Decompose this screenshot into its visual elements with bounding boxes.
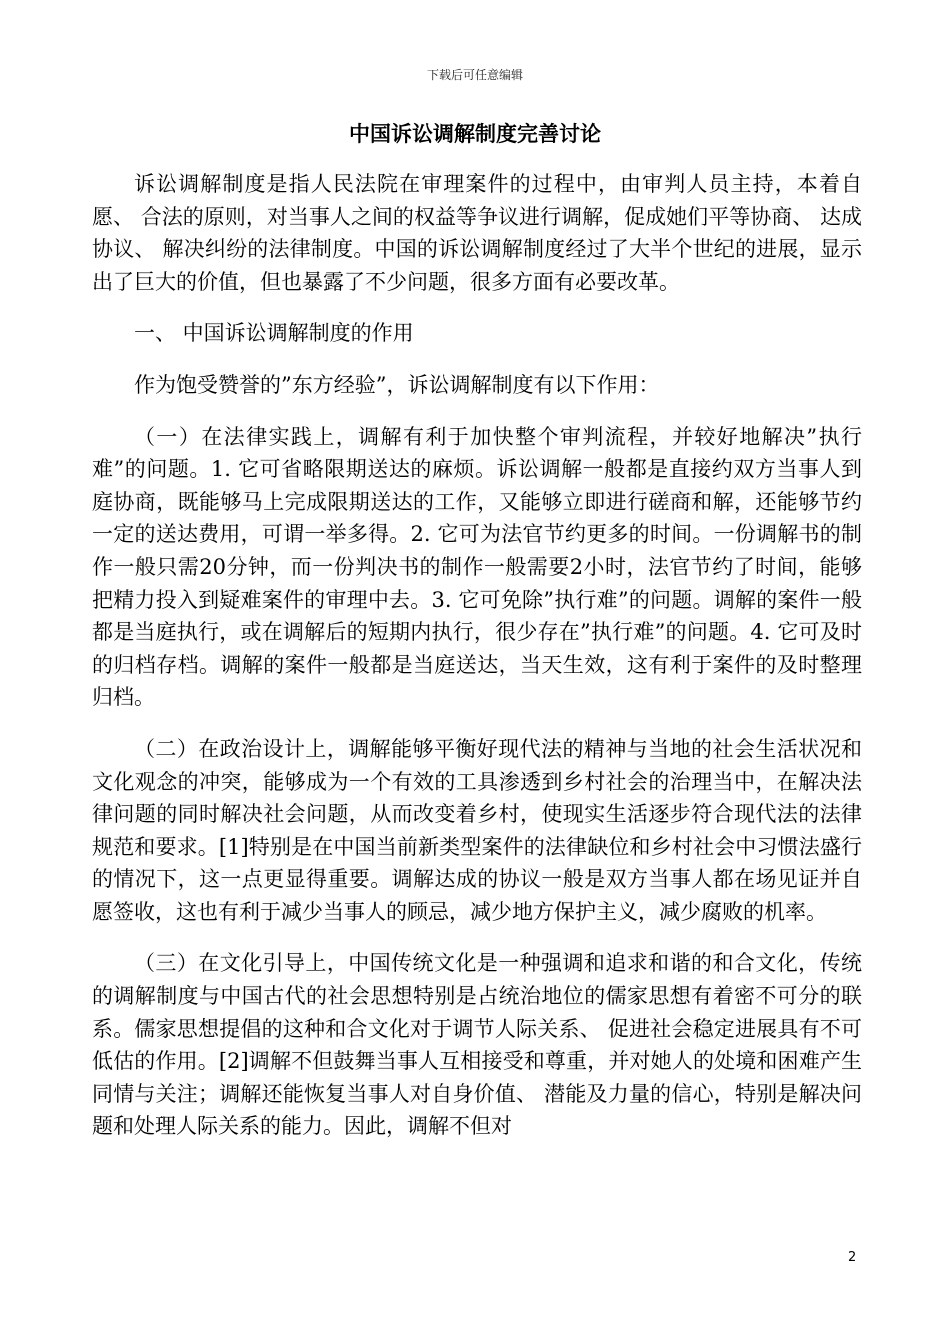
paragraph-cultural-guidance: （三）在文化引导上，中国传统文化是一种强调和追求和谐的和合文化，传统的调解制度与中国古代的社会思想特别是占统治地位的儒家思想有着密不可分的联系。儒家思想提倡的这种和合文化对于调节人际关系、 促进社会稳定进展具有不可低估的作用。[2]调解不但鼓舞当事人互相接受和尊重，并对她人的处境和困难产生同情与关注；调解还能恢复当事人对自身价值、 潜能及力量的信心，特别是解决问题和处理人际关系的能力。因此，调解不但对 [92, 951, 862, 1139]
section-heading: 一、 中国诉讼调解制度的作用 [134, 321, 414, 346]
paragraph-lead: 作为饱受赞誉的”东方经验”，诉讼调解制度有以下作用： [134, 372, 660, 397]
paragraph-political-design: （二）在政治设计上，调解能够平衡好现代法的精神与当地的社会生活状况和文化观念的冲突，能够成为一个有效的工具渗透到乡村社会的治理当中，在解决法律问题的同时解决社会问题，从而改变着乡村，使现实生活逐步符合现代法的法律规范和要求。[1]特别是在中国当前新类型案件的法律缺位和乡村社会中习惯法盛行的情况下，这一点更显得重要。调解达成的协议一般是双方当事人都在场见证并自愿签收，这也有利于减少当事人的顾忌，减少地方保护主义，减少腐败的机率。 [92, 736, 862, 924]
paragraph-intro: 诉讼调解制度是指人民法院在审理案件的过程中，由审判人员主持，本着自愿、 合法的原则，对当事人之间的权益等争议进行调解，促成她们平等协商、 达成协议、 解决纠纷的法律制度。中国的诉讼调解制度经过了大半个世纪的进展，显示出了巨大的价值，但也暴露了不少问题，很多方面有必要改革。 [92, 172, 862, 294]
document-body [92, 168, 862, 1162]
page-header-note: 下载后可任意编辑 [426, 68, 523, 82]
document-title: 中国诉讼调解制度完善讨论 [349, 121, 601, 146]
paragraph-legal-practice: （一）在法律实践上，调解有利于加快整个审判流程，并较好地解决”执行难”的问题。1. 它可省略限期送达的麻烦。诉讼调解一般都是直接约双方当事人到庭协商，既能够马上完成限期送达的工作，又能够立即进行磋商和解，还能够节约一定的送达费用，可谓一举多得。2. 它可为法官节约更多的时间。一份调解书的制作一般只需20分钟，而一份判决书的制作一般需要2小时，法官节约了时间，能够把精力投入到疑难案件的审理中去。3. 它可免除”执行难”的问题。调解的案件一般都是当庭执行，或在调解后的短期内执行，很少存在”执行难”的问题。4. 它可及时的归档存档。调解的案件一般都是当庭送达，当天生效，这有利于案件的及时整理归档。 [92, 424, 862, 710]
page-number: 2 [848, 1250, 857, 1265]
